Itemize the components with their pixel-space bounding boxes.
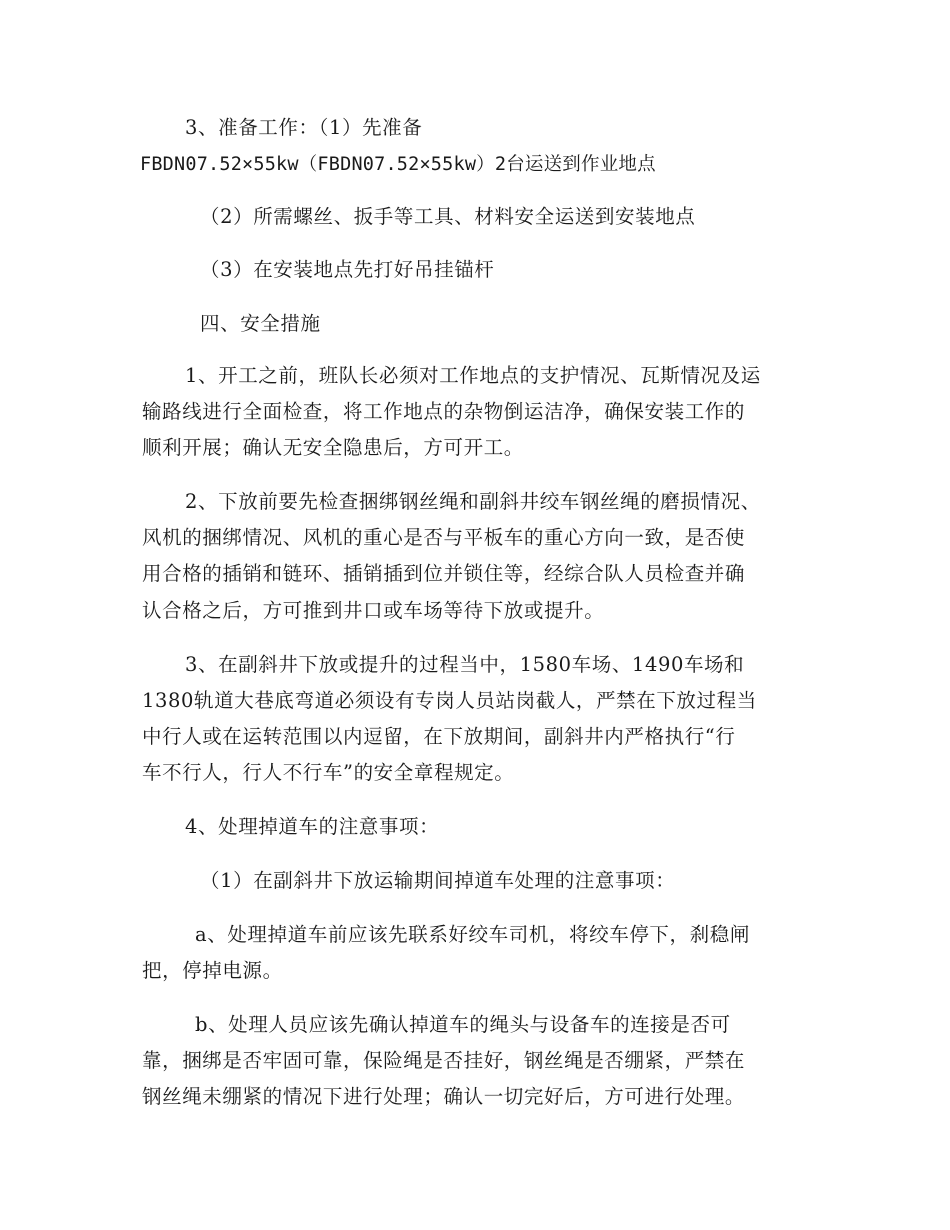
safety-4-b-line-2: 靠，捆绑是否牢固可靠，保险绳是否挂好，钢丝绳是否绷紧，严禁在 — [142, 1049, 746, 1072]
safety-2-line-1: 2、下放前要先检查捆绑钢丝绳和副斜井绞车钢丝绳的磨损情况、 — [185, 490, 761, 513]
safety-1-line-1: 1、开工之前，班队长必须对工作地点的支护情况、瓦斯情况及运 — [185, 364, 761, 387]
safety-4-a-line-2: 把，停掉电源。 — [142, 959, 283, 982]
prep-work-line-2: FBDN07.52×55kw（FBDN07.52×55kw）2台运送到作业地点 — [140, 154, 656, 175]
safety-4-b-line-1: b、处理人员应该先确认掉道车的绳头与设备车的连接是否可 — [195, 1013, 731, 1036]
safety-1-line-3: 顺利开展；确认无安全隐患后，方可开工。 — [142, 436, 524, 459]
prep-item-3: （3）在安装地点先打好吊挂锚杆 — [200, 258, 495, 281]
safety-3-line-4: 车不行人，行人不行车”的安全章程规定。 — [142, 761, 515, 784]
prep-work-line-1: 3、准备工作：（1）先准备 — [185, 116, 423, 139]
safety-2-line-4: 认合格之后，方可推到井口或车场等待下放或提升。 — [142, 599, 605, 622]
safety-1-line-2: 输路线进行全面检查，将工作地点的杂物倒运洁净，确保安装工作的 — [142, 400, 746, 423]
safety-4-heading: 4、处理掉道车的注意事项： — [185, 815, 440, 838]
safety-4-item-1: （1）在副斜井下放运输期间掉道车处理的注意事项： — [200, 869, 676, 892]
safety-2-line-2: 风机的捆绑情况、风机的重心是否与平板车的重心方向一致，是否使 — [142, 526, 746, 549]
safety-3-line-2: 1380轨道大巷底弯道必须设有专岗人员站岗截人，严禁在下放过程当 — [142, 689, 757, 712]
safety-2-line-3: 用合格的插销和链环、插销插到位并锁住等，经综合队人员检查并确 — [142, 562, 746, 585]
safety-3-line-1: 3、在副斜井下放或提升的过程当中，1580车场、1490车场和 — [185, 653, 745, 676]
safety-3-line-3: 中行人或在运转范围以内逗留，在下放期间，副斜井内严格执行“行 — [142, 725, 736, 748]
prep-item-2: （2）所需螺丝、扳手等工具、材料安全运送到安装地点 — [200, 205, 696, 228]
safety-4-b-line-3: 钢丝绳未绷紧的情况下进行处理；确认一切完好后，方可进行处理。 — [142, 1085, 746, 1108]
safety-4-a-line-1: a、处理掉道车前应该先联系好绞车司机，将绞车停下，刹稳闸 — [195, 923, 750, 946]
section-heading-safety: 四、安全措施 — [200, 312, 321, 335]
